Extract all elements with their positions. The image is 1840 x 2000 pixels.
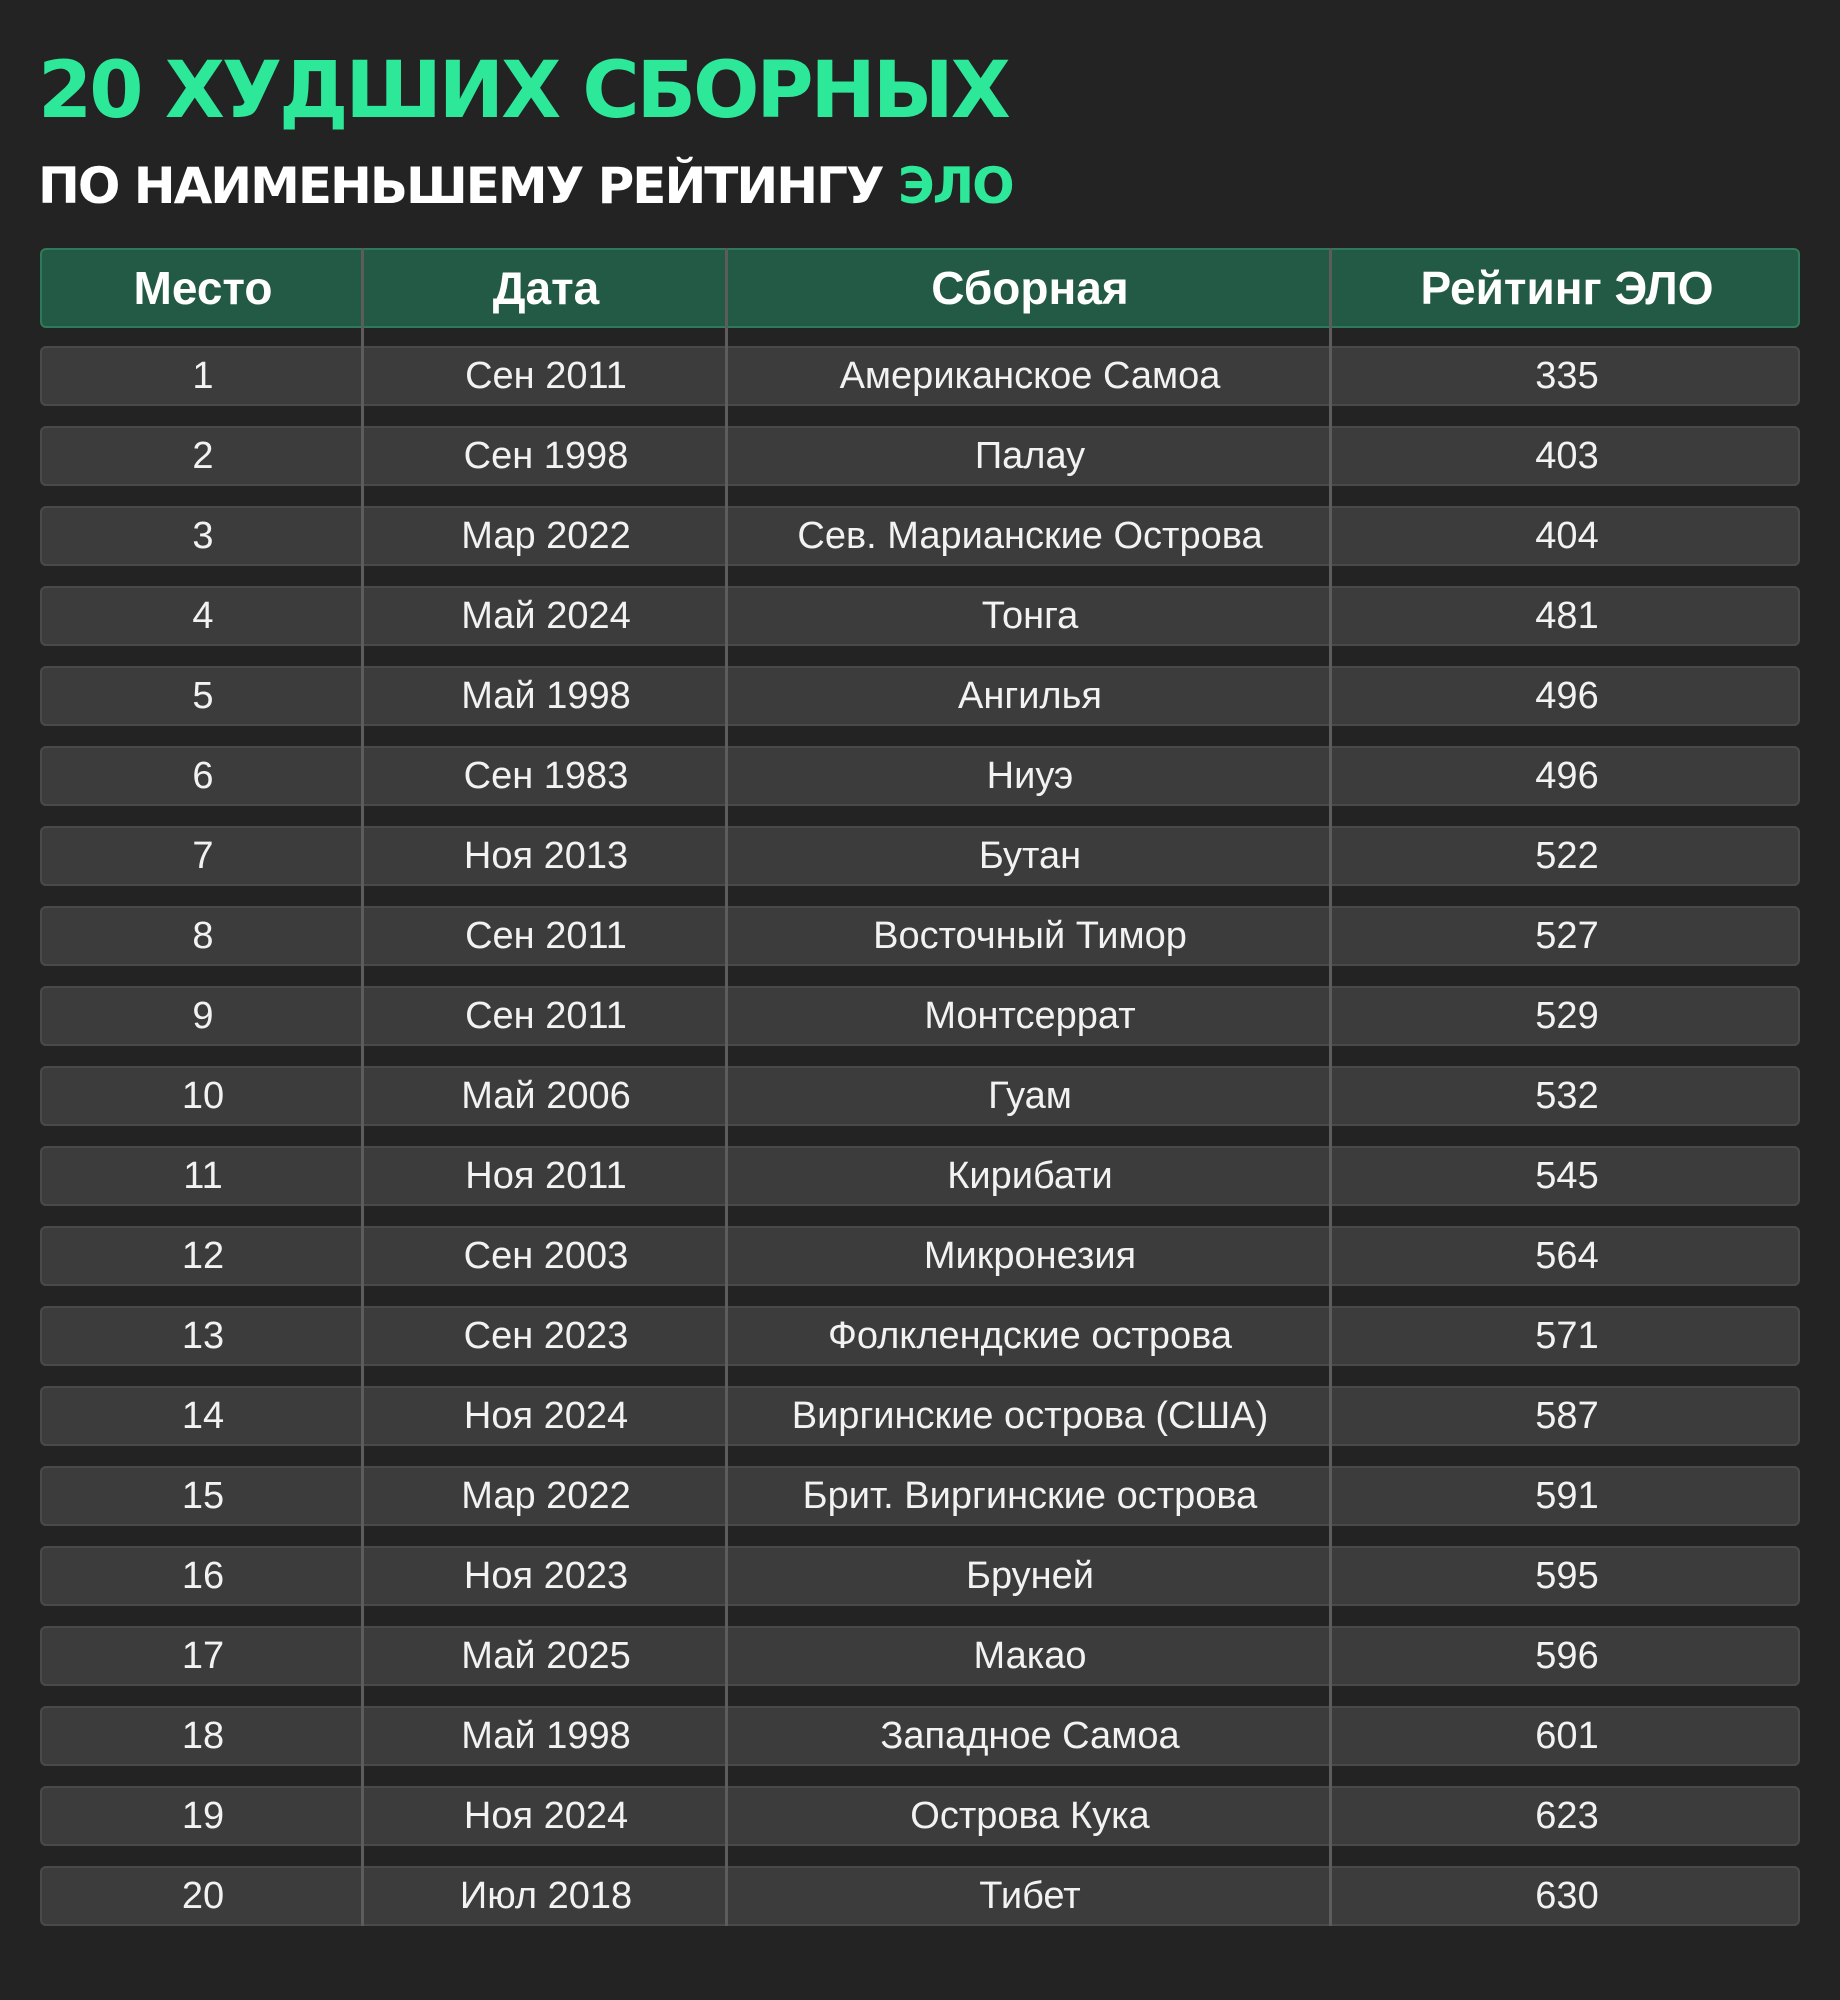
cell-place: 19 (181, 1794, 225, 1837)
table-row (40, 1386, 1800, 1446)
table-row (40, 1626, 1800, 1686)
cell-place: 11 (183, 1154, 223, 1197)
cell-date: Сен 2011 (465, 354, 627, 397)
cell-date: Сен 1983 (463, 754, 629, 797)
cell-rating: 630 (1535, 1874, 1599, 1917)
table-row (40, 666, 1800, 726)
cell-team: Брит. Виргинские острова (802, 1474, 1258, 1517)
cell-place: 1 (192, 354, 214, 397)
cell-rating: 522 (1535, 834, 1599, 877)
cell-team: Тонга (981, 594, 1079, 637)
cell-team: Западное Самоа (880, 1714, 1180, 1757)
cell-rating: 571 (1535, 1314, 1599, 1357)
subtitle-accent: ЭЛО (897, 157, 1013, 215)
cell-date: Мар 2022 (461, 514, 631, 557)
cell-date: Май 1998 (461, 1714, 631, 1757)
cell-team: Ниуэ (986, 754, 1074, 797)
cell-rating: 596 (1535, 1634, 1599, 1677)
cell-rating: 496 (1535, 754, 1599, 797)
table-row (40, 1546, 1800, 1606)
cell-team: Тибет (979, 1874, 1081, 1917)
cell-team: Кирибати (947, 1154, 1113, 1197)
cell-rating: 404 (1535, 514, 1599, 557)
cell-team: Палау (974, 434, 1086, 477)
cell-date: Сен 2023 (463, 1314, 629, 1357)
table-row (40, 1066, 1800, 1126)
table-row (40, 986, 1800, 1046)
cell-date: Ноя 2024 (463, 1394, 629, 1437)
cell-rating: 545 (1535, 1154, 1599, 1197)
table-row (40, 426, 1800, 486)
table-row (40, 1466, 1800, 1526)
cell-place: 18 (181, 1714, 225, 1757)
cell-date: Ноя 2023 (463, 1554, 629, 1597)
column-header-place: Место (133, 262, 273, 314)
cell-date: Сен 2011 (465, 914, 627, 957)
cell-team: Американское Самоа (839, 354, 1221, 397)
page-title: 20 ХУДШИХ СБОРНЫХ (38, 46, 1008, 136)
table-header-row (40, 248, 1800, 328)
cell-team: Острова Кука (910, 1794, 1150, 1837)
cell-date: Ноя 2011 (465, 1154, 627, 1197)
cell-rating: 403 (1535, 434, 1599, 477)
cell-rating: 529 (1535, 994, 1599, 1037)
cell-team: Восточный Тимор (873, 914, 1187, 957)
cell-date: Ноя 2024 (463, 1794, 629, 1837)
table-row (40, 1786, 1800, 1846)
cell-team: Макао (973, 1634, 1087, 1677)
cell-place: 15 (181, 1474, 225, 1517)
cell-rating: 587 (1535, 1394, 1599, 1437)
cell-place: 16 (181, 1554, 225, 1597)
cell-date: Сен 2003 (463, 1234, 629, 1277)
cell-date: Сен 1998 (463, 434, 629, 477)
subtitle-main: ПО НАИМЕНЬШЕМУ РЕЙТИНГУ (38, 157, 883, 215)
table-row (40, 906, 1800, 966)
column-header-date: Дата (492, 262, 600, 314)
table-row (40, 1226, 1800, 1286)
cell-rating: 335 (1535, 354, 1599, 397)
cell-team: Бутан (978, 834, 1082, 877)
cell-date: Сен 2011 (465, 994, 627, 1037)
cell-team: Виргинские острова (США) (791, 1394, 1269, 1437)
cell-rating: 481 (1535, 594, 1599, 637)
table-row (40, 346, 1800, 406)
cell-date: Май 2024 (461, 594, 631, 637)
table-row (40, 1146, 1800, 1206)
cell-place: 12 (181, 1234, 225, 1277)
table-row (40, 506, 1800, 566)
cell-date: Ноя 2013 (463, 834, 629, 877)
cell-team: Гуам (988, 1074, 1072, 1117)
cell-date: Май 2006 (461, 1074, 631, 1117)
cell-rating: 601 (1535, 1714, 1599, 1757)
cell-place: 10 (181, 1074, 225, 1117)
cell-team: Сев. Марианские Острова (797, 514, 1263, 557)
cell-team: Ангилья (958, 674, 1102, 717)
cell-place: 3 (192, 514, 214, 557)
cell-place: 20 (181, 1874, 225, 1917)
cell-place: 13 (181, 1314, 225, 1357)
table-row (40, 826, 1800, 886)
cell-team: Монтсеррат (924, 994, 1136, 1037)
cell-place: 9 (192, 994, 214, 1037)
cell-rating: 496 (1535, 674, 1599, 717)
column-header-rating: Рейтинг ЭЛО (1420, 262, 1714, 314)
table-row (40, 1706, 1800, 1766)
cell-place: 6 (192, 754, 214, 797)
cell-team: Фолклендские острова (827, 1314, 1233, 1357)
cell-team: Бруней (966, 1554, 1094, 1597)
page-subtitle (38, 154, 1013, 218)
cell-date: Мар 2022 (461, 1474, 631, 1517)
cell-date: Май 1998 (461, 674, 631, 717)
cell-team: Микронезия (923, 1234, 1137, 1277)
elo-table (40, 248, 1800, 1946)
table-row (40, 1306, 1800, 1366)
cell-date: Май 2025 (461, 1634, 631, 1677)
cell-date: Июл 2018 (459, 1874, 633, 1917)
cell-place: 14 (181, 1394, 225, 1437)
cell-place: 2 (192, 434, 214, 477)
table-row (40, 1866, 1800, 1926)
cell-rating: 591 (1535, 1474, 1599, 1517)
cell-place: 17 (181, 1634, 225, 1677)
cell-place: 5 (192, 674, 214, 717)
cell-rating: 532 (1535, 1074, 1599, 1117)
column-header-team: Сборная (931, 262, 1129, 314)
cell-rating: 623 (1535, 1794, 1599, 1837)
cell-place: 7 (192, 834, 214, 877)
cell-rating: 527 (1535, 914, 1599, 957)
cell-place: 4 (192, 594, 214, 637)
cell-rating: 564 (1535, 1234, 1599, 1277)
cell-rating: 595 (1535, 1554, 1599, 1597)
table-row (40, 586, 1800, 646)
table-row (40, 746, 1800, 806)
cell-place: 8 (192, 914, 214, 957)
